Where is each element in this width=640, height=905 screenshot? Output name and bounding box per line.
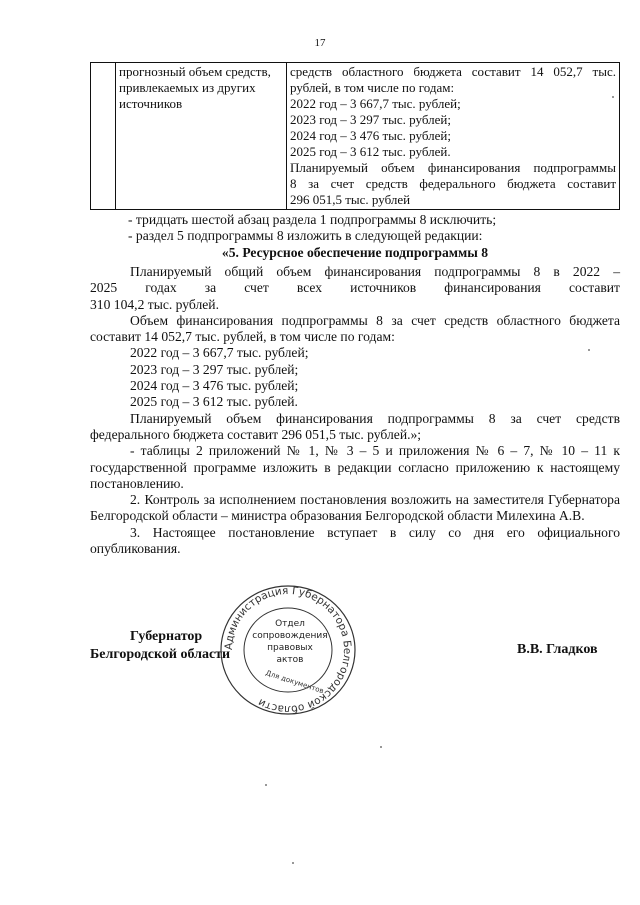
paragraph: 2. Контроль за исполнением постановления возложить на заместителя Губернатора Белгородской области – министра образования Белгородской области Милехина А.В. [90,492,620,524]
year-item: 2025 год – 3 612 тыс. рублей. [130,394,298,410]
scan-speck [380,746,382,748]
table-cell-number [91,63,116,210]
paragraph-line: 2025 годах за счет всех источников финансирования составит [90,280,620,296]
table-content-line: 296 051,5 тыс. рублей [290,192,411,207]
table-content-line: 2023 год – 3 297 тыс. рублей; [290,112,451,127]
year-item: 2024 год – 3 476 тыс. рублей; [130,378,299,394]
table-content-line: 2024 год – 3 476 тыс. рублей; [290,128,451,143]
year-item: 2023 год – 3 297 тыс. рублей; [130,361,299,377]
stamp-center-line: правовых [267,643,313,653]
paragraph-line: Планируемый общий объем финансирования подпрограммы 8 в 2022 – [130,264,620,279]
bullet-item: - тридцать шестой абзац раздела 1 подпрограммы 8 исключить; [128,212,497,227]
year-list [90,345,620,410]
paragraph: Планируемый объем финансирования подпрограммы 8 за счет средств федерального бюджета составит 296 051,5 тыс. рублей.»; [90,410,620,442]
bullet-item: - раздел 5 подпрограммы 8 изложить в следующей редакции: [128,228,483,244]
signature-title-line: Белгородской области [90,647,231,662]
stamp-center-line: Отдел [275,619,305,629]
table-content-line: рублей, в том числе по годам: [290,80,455,95]
official-stamp [218,580,358,720]
page-number: 17 [314,37,326,49]
scan-speck [588,349,590,351]
scan-speck [612,96,614,98]
table-row [91,63,620,210]
scan-speck [265,784,267,786]
table-content-line: Планируемый объем финансирования подпрограммы [290,160,616,175]
table-content-line: средств областного бюджета составит 14 052,7 тыс. [290,64,616,79]
table-cell-label: прогнозный объем средств, привлекаемых из других источников [116,63,287,210]
signature-name: В.В. Гладков [517,642,598,657]
table-content-line: 2022 год – 3 667,7 тыс. рублей; [290,96,461,111]
signature-title-line: Губернатор [130,629,203,644]
paragraph-line: 310 104,2 тыс. рублей. [90,296,219,312]
stamp-bottom-text: Для документов [264,668,325,696]
paragraph: 3. Настоящее постановление вступает в силу со дня его официального опубликования. [90,524,620,557]
stamp-ring-text: Администрация Губернатора Белгородской области [222,584,354,716]
year-item: 2022 год – 3 667,7 тыс. рублей; [130,345,309,361]
stamp-center-line: актов [276,655,304,665]
signature-title [90,628,230,664]
passport-table-continuation [90,62,620,210]
section-heading: «5. Ресурсное обеспечение подпрограммы 8 [221,244,489,260]
table-cell-content [287,63,620,210]
table-content-line: 8 за счет средств федерального бюджета составит [290,176,616,191]
table-content-line: 2025 год – 3 612 тыс. рублей. [290,144,451,159]
body-text [90,264,620,557]
stamp-center-line: сопровождения [252,631,328,641]
paragraph: Объем финансирования подпрограммы 8 за счет средств областного бюджета составит 14 052,7 тыс. рублей, в том числе по годам: [90,312,620,345]
bullet-list [90,212,620,261]
scan-speck [292,862,294,864]
paragraph: - таблицы 2 приложений № 1, № 3 – 5 и приложения № 6 – 7, № 10 – 11 к государственной программе изложить в редакции согласно приложению к настоящему постановлению. [90,443,620,491]
